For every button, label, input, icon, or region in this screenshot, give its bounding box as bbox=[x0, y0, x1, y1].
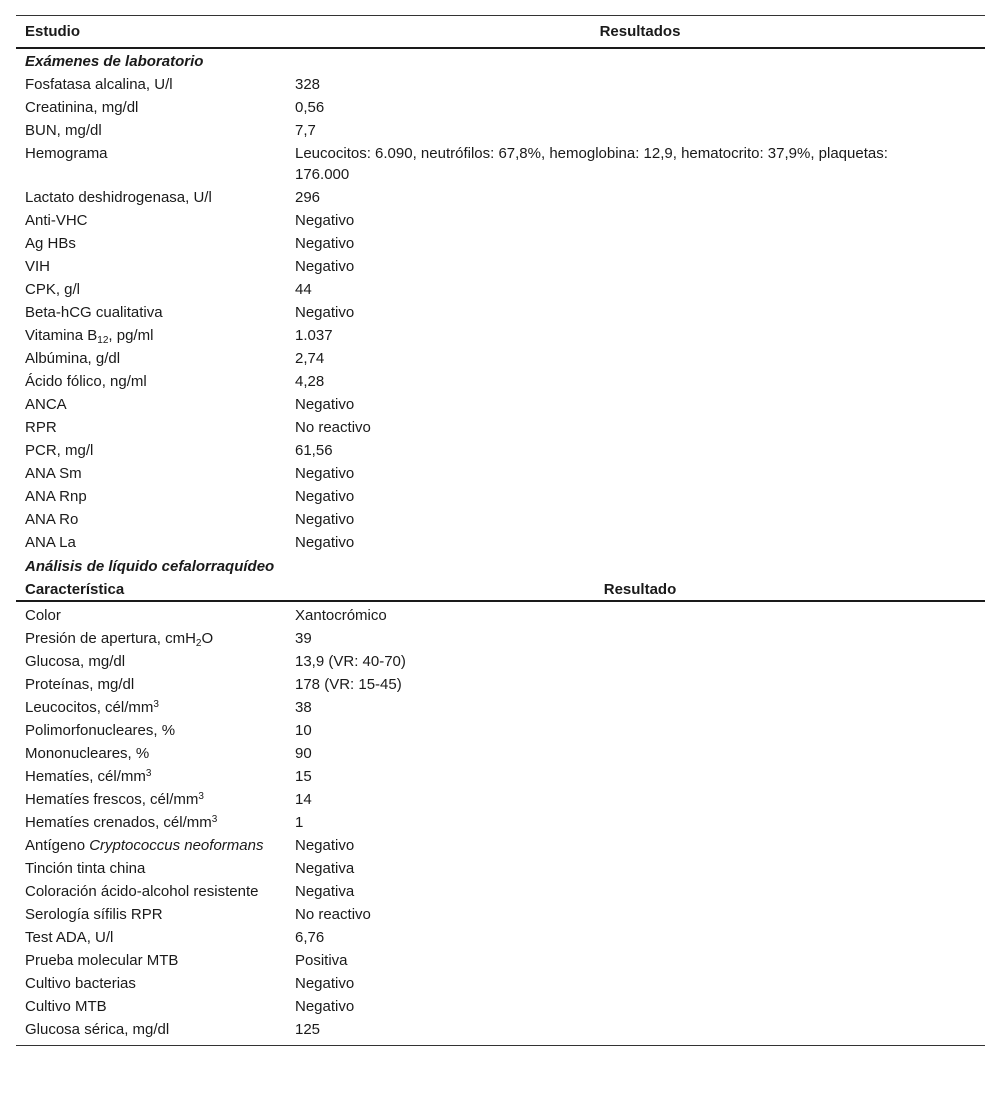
label-subscript: 2 bbox=[195, 638, 202, 649]
row-label: Coloración ácido-alcohol resistente bbox=[25, 883, 259, 900]
table-row bbox=[16, 209, 985, 232]
row-value: Negativo bbox=[295, 304, 355, 321]
label-text: Leucocitos, cél/mm bbox=[25, 699, 154, 716]
row-value: Negativo bbox=[295, 837, 355, 854]
table-row bbox=[16, 834, 985, 857]
header-resultados: Resultados bbox=[599, 23, 681, 40]
row-value: 125 bbox=[295, 1021, 321, 1038]
table-row bbox=[16, 347, 985, 370]
table-row bbox=[16, 765, 985, 788]
table-row bbox=[16, 880, 985, 903]
row-value: 296 bbox=[295, 189, 321, 206]
row-label: Glucosa sérica, mg/dl bbox=[25, 1021, 170, 1038]
table-row bbox=[16, 742, 985, 765]
row-value: Negativo bbox=[295, 212, 355, 229]
table-row bbox=[16, 301, 985, 324]
row-value: 15 bbox=[295, 768, 312, 785]
row-value: 10 bbox=[295, 722, 312, 739]
row-label: VIH bbox=[25, 258, 51, 275]
row-label: BUN, mg/dl bbox=[25, 122, 102, 139]
row-label: Ácido fólico, ng/ml bbox=[25, 373, 147, 390]
table-row bbox=[16, 416, 985, 439]
row-label: Glucosa, mg/dl bbox=[25, 653, 126, 670]
row-value: 13,9 (VR: 40-70) bbox=[295, 653, 406, 670]
row-value: Xantocrómico bbox=[295, 607, 387, 624]
table-row bbox=[16, 811, 985, 834]
lab-rows bbox=[16, 73, 985, 554]
table-row bbox=[16, 439, 985, 462]
row-label: CPK, g/l bbox=[25, 281, 81, 298]
label-text: Presión de apertura, cmH bbox=[25, 630, 196, 647]
table-row bbox=[16, 508, 985, 531]
row-value: 1 bbox=[295, 814, 304, 831]
row-label: Hemograma bbox=[25, 145, 108, 162]
row-value: 6,76 bbox=[295, 929, 325, 946]
row-value: Negativa bbox=[295, 883, 355, 900]
row-value: Negativa bbox=[295, 860, 355, 877]
row-label: Lactato deshidrogenasa, U/l bbox=[25, 189, 212, 206]
row-value: Negativo bbox=[295, 534, 355, 551]
row-label bbox=[16, 325, 295, 346]
table-header bbox=[16, 16, 985, 49]
row-label: Tinción tinta china bbox=[25, 860, 146, 877]
row-label: Creatinina, mg/dl bbox=[25, 99, 139, 116]
label-superscript: 3 bbox=[198, 791, 204, 802]
table-row bbox=[16, 1018, 985, 1041]
table-row bbox=[16, 370, 985, 393]
row-value: 39 bbox=[295, 630, 312, 647]
row-label: Cultivo bacterias bbox=[25, 975, 136, 992]
table-row bbox=[16, 186, 985, 209]
table-row bbox=[16, 604, 985, 627]
table-bottom-rule bbox=[16, 1045, 985, 1046]
table-row bbox=[16, 232, 985, 255]
row-value: Negativo bbox=[295, 235, 355, 252]
row-value: 44 bbox=[295, 281, 312, 298]
row-label: ANA Ro bbox=[25, 511, 79, 528]
row-label: Test ADA, U/l bbox=[25, 929, 114, 946]
row-label: Prueba molecular MTB bbox=[25, 952, 179, 969]
row-label: Serología sífilis RPR bbox=[25, 906, 163, 923]
label-text: Hematíes crenados, cél/mm bbox=[25, 814, 212, 831]
label-text: Hematíes frescos, cél/mm bbox=[25, 791, 199, 808]
row-label: Beta-hCG cualitativa bbox=[25, 304, 163, 321]
table-row bbox=[16, 788, 985, 811]
row-label bbox=[16, 697, 295, 718]
row-label: ANA Rnp bbox=[25, 488, 87, 505]
row-value: 4,28 bbox=[295, 373, 325, 390]
label-text: , pg/ml bbox=[108, 327, 154, 344]
row-value: 61,56 bbox=[295, 442, 333, 459]
row-label: ANA La bbox=[25, 534, 76, 551]
table-row bbox=[16, 462, 985, 485]
table-row bbox=[16, 650, 985, 673]
table-row bbox=[16, 926, 985, 949]
results-table bbox=[16, 15, 985, 1046]
row-label: Fosfatasa alcalina, U/l bbox=[25, 76, 173, 93]
row-value: 328 bbox=[295, 76, 321, 93]
label-italic: Cryptococcus neoformans bbox=[89, 837, 264, 854]
row-label: Proteínas, mg/dl bbox=[25, 676, 135, 693]
row-label: PCR, mg/l bbox=[25, 442, 94, 459]
row-value: 14 bbox=[295, 791, 312, 808]
csf-header bbox=[16, 578, 985, 602]
row-value: No reactivo bbox=[295, 906, 371, 923]
table-row bbox=[16, 278, 985, 301]
label-subscript: 12 bbox=[97, 335, 109, 346]
table-row bbox=[16, 96, 985, 119]
table-row bbox=[16, 949, 985, 972]
row-label: Polimorfonucleares, % bbox=[25, 722, 176, 739]
header-resultado: Resultado bbox=[603, 581, 677, 598]
row-value: No reactivo bbox=[295, 419, 371, 436]
row-value: 90 bbox=[295, 745, 312, 762]
row-label bbox=[16, 628, 295, 649]
row-value: 38 bbox=[295, 699, 312, 716]
table-row bbox=[16, 696, 985, 719]
table-row bbox=[16, 719, 985, 742]
row-value: 2,74 bbox=[295, 350, 325, 367]
row-label bbox=[16, 835, 295, 856]
header-estudio: Estudio bbox=[25, 23, 80, 40]
table-row bbox=[16, 627, 985, 650]
row-label bbox=[16, 766, 295, 787]
row-label: Color bbox=[25, 607, 61, 624]
csf-rows bbox=[16, 604, 985, 1041]
row-value: Leucocitos: 6.090, neutrófilos: 67,8%, hemoglobina: 12,9, hematocrito: 37,9%, plaquetas: 176.000 bbox=[295, 145, 888, 183]
table-row bbox=[16, 673, 985, 696]
table-row bbox=[16, 142, 985, 186]
row-value: Negativo bbox=[295, 465, 355, 482]
label-text: Antígeno bbox=[25, 837, 90, 854]
table-row bbox=[16, 995, 985, 1018]
table-row bbox=[16, 324, 985, 347]
row-value: Negativo bbox=[295, 975, 355, 992]
table-row bbox=[16, 903, 985, 926]
header-caracteristica: Característica bbox=[25, 581, 125, 598]
table-row bbox=[16, 485, 985, 508]
table-row bbox=[16, 972, 985, 995]
label-superscript: 3 bbox=[211, 814, 218, 825]
row-value: Negativo bbox=[295, 998, 355, 1015]
row-value: Negativo bbox=[295, 488, 355, 505]
row-value: Negativo bbox=[295, 511, 355, 528]
table-row bbox=[16, 119, 985, 142]
row-label bbox=[16, 812, 295, 833]
row-value: 7,7 bbox=[295, 122, 316, 139]
row-value: 0,56 bbox=[295, 99, 325, 116]
label-text: O bbox=[201, 630, 214, 647]
row-value: Positiva bbox=[295, 952, 348, 969]
table-row bbox=[16, 531, 985, 554]
row-label: ANA Sm bbox=[25, 465, 82, 482]
label-superscript: 3 bbox=[145, 768, 152, 779]
row-label bbox=[16, 789, 295, 810]
table-row bbox=[16, 255, 985, 278]
row-value: Negativo bbox=[295, 258, 355, 275]
label-text: Vitamina B bbox=[25, 327, 98, 344]
row-label: RPR bbox=[25, 419, 57, 436]
row-value: Negativo bbox=[295, 396, 355, 413]
table-row bbox=[16, 393, 985, 416]
lab-section-title: Exámenes de laboratorio bbox=[25, 53, 204, 70]
row-label: Cultivo MTB bbox=[25, 998, 107, 1015]
table-row bbox=[16, 857, 985, 880]
row-label: Anti-VHC bbox=[25, 212, 88, 229]
csf-section-title: Análisis de líquido cefalorraquídeo bbox=[25, 558, 275, 575]
row-label: Albúmina, g/dl bbox=[25, 350, 121, 367]
label-superscript: 3 bbox=[153, 699, 159, 710]
row-label: ANCA bbox=[25, 396, 67, 413]
label-text: Hematíes, cél/mm bbox=[25, 768, 146, 785]
row-value: 178 (VR: 15-45) bbox=[295, 676, 402, 693]
row-label: Mononucleares, % bbox=[25, 745, 150, 762]
table-row bbox=[16, 73, 985, 96]
row-label: Ag HBs bbox=[25, 235, 76, 252]
row-value: 1.037 bbox=[295, 327, 333, 344]
